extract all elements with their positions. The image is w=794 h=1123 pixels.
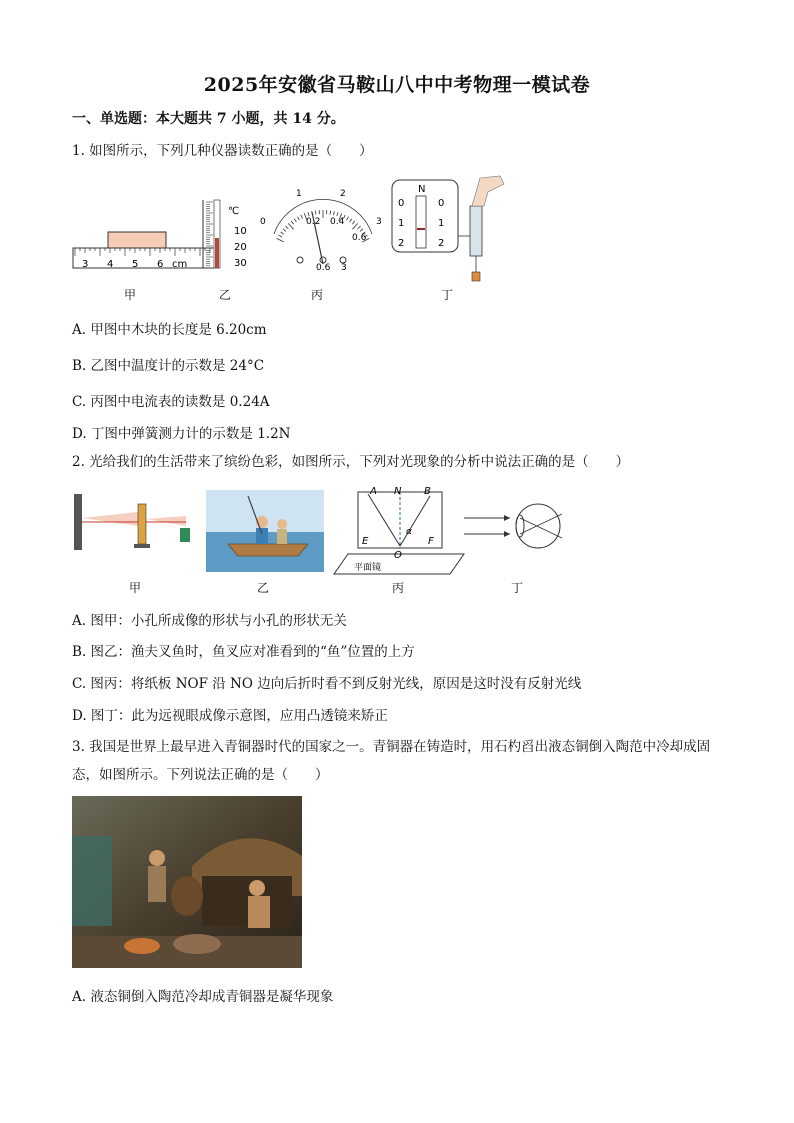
ammeter-scale-label: 1 — [296, 189, 302, 199]
thermo-unit: ℃ — [228, 206, 240, 217]
point-label: F — [428, 536, 434, 547]
figure-label: 乙 — [219, 288, 232, 302]
ammeter-scale-label: 0 — [260, 217, 266, 227]
spring-tick-label: 2 — [438, 238, 445, 249]
point-label: N — [394, 486, 402, 497]
ammeter-scale-label: 0.6 — [352, 233, 367, 243]
tick-mark — [330, 211, 331, 215]
bronze-casting-photo — [72, 796, 302, 968]
pinhole-figure — [74, 494, 190, 550]
tick-mark — [285, 226, 288, 229]
tick-mark — [294, 219, 296, 222]
ammeter-scale-label: 3 — [376, 217, 382, 227]
point-label: B — [424, 486, 431, 497]
ammeter-scale-label: 0.2 — [306, 217, 321, 227]
mirror-caption: 平面镜 — [354, 563, 382, 573]
section-heading: 一、单选题：本大题共 7 小题，共 14 分。 — [72, 111, 345, 127]
option-d[interactable]: D. 丁图中弹簧测力计的示数是 1.2N — [72, 426, 291, 442]
option-b[interactable]: B. 图乙：渔夫叉鱼时，鱼叉应对准看到的“鱼”位置的上方 — [72, 644, 415, 660]
ruler-tick-label: 3 — [82, 259, 89, 270]
option-d[interactable]: D. 图丁：此为远视眼成像示意图，应用凸透镜来矫正 — [72, 708, 388, 724]
option-a[interactable]: A. 液态铜倒入陶范冷却成青铜器是凝华现象 — [72, 989, 334, 1005]
option-b[interactable]: B. 乙图中温度计的示数是 24°C — [72, 358, 265, 374]
option-c[interactable]: C. 丙图中电流表的读数是 0.24A — [72, 394, 270, 410]
figure-label: 丁 — [441, 288, 454, 302]
spring-tick-label: 0 — [398, 198, 405, 209]
spring-tick-label: 1 — [438, 218, 445, 229]
ammeter-scale-label: 2 — [340, 189, 346, 199]
tick-mark — [308, 212, 309, 216]
point-label: O — [394, 550, 402, 561]
spring-unit: N — [418, 184, 426, 195]
mercury-column — [215, 238, 219, 268]
ruler-unit: cm — [172, 259, 188, 270]
spring-tick-label: 1 — [398, 218, 405, 229]
thermo-tick-label: 10 — [234, 226, 247, 237]
question-1-figures — [60, 172, 520, 284]
spring-tick-label: 0 — [438, 198, 445, 209]
tick-mark — [283, 229, 286, 232]
ruler-tick-label: 4 — [107, 259, 114, 270]
point-label: E — [362, 536, 369, 547]
mirror-reflection-figure — [334, 486, 464, 574]
tick-mark — [288, 223, 293, 229]
fisherman-image — [206, 490, 324, 572]
tick-mark — [277, 238, 284, 242]
tick-mark — [352, 223, 357, 229]
page-title: 2025年安徽省马鞍山八中中考物理一模试卷 — [203, 74, 591, 96]
tick-mark — [350, 219, 352, 222]
thermo-tick-label: 20 — [234, 242, 247, 253]
angle-label: α — [406, 527, 412, 537]
ammeter-terminal-label: 3 — [341, 263, 347, 273]
tick-mark — [297, 217, 299, 220]
point-label: A — [370, 486, 377, 497]
ammeter-figure — [260, 189, 382, 273]
tick-mark — [333, 211, 334, 215]
tick-mark — [279, 235, 282, 237]
thermo-tick-label: 30 — [234, 258, 247, 269]
ammeter-terminal-label: 0.6 — [316, 263, 331, 273]
question-2-figures — [68, 482, 588, 578]
question-1-stem: 1. 如图所示，下列几种仪器读数正确的是（ ） — [72, 143, 373, 159]
figure-label: 丙 — [311, 288, 324, 302]
spring-tick-label: 2 — [398, 238, 405, 249]
spring-scale-figure — [392, 176, 504, 281]
ruler-tick-label: 5 — [132, 259, 139, 270]
tick-mark — [315, 211, 316, 215]
figure-label: 乙 — [257, 581, 270, 595]
figure-label: 甲 — [129, 581, 142, 595]
figure-label: 甲 — [124, 288, 137, 302]
figure-label: 丁 — [511, 581, 524, 595]
ruler-figure — [73, 232, 218, 270]
tick-mark — [358, 226, 361, 229]
tick-mark — [281, 232, 284, 234]
ruler-tick-label: 6 — [157, 259, 164, 270]
figure-label: 丙 — [392, 581, 405, 595]
tick-mark — [301, 215, 303, 219]
tick-mark — [347, 217, 349, 220]
question-3-stem: 3. 我国是世界上最早进入青铜器时代的国家之一。青铜器在铸造时，用石杓舀出液态铜倒入陶范中冷却成固态，如图所示。下列说法正确的是（ ） — [72, 739, 711, 783]
ammeter-scale-label: 0.4 — [330, 217, 345, 227]
option-a[interactable]: A. 图甲：小孔所成像的形状与小孔的形状无关 — [72, 613, 347, 629]
question-2-stem: 2. 光给我们的生活带来了缤纷色彩，如图所示，下列对光现象的分析中说法正确的是（ ） — [72, 454, 630, 470]
tick-mark — [337, 212, 338, 216]
option-c[interactable]: C. 图丙：将纸板 NOF 沿 NO 边向后折时看不到反射光线，原因是这时没有反射光线 — [72, 676, 582, 692]
eye-figure — [464, 504, 562, 548]
tick-mark — [352, 221, 354, 224]
wood-block — [108, 232, 166, 248]
option-a[interactable]: A. 甲图中木块的长度是 6.20cm — [72, 322, 267, 338]
tick-mark — [291, 221, 293, 224]
tick-mark — [360, 229, 363, 232]
